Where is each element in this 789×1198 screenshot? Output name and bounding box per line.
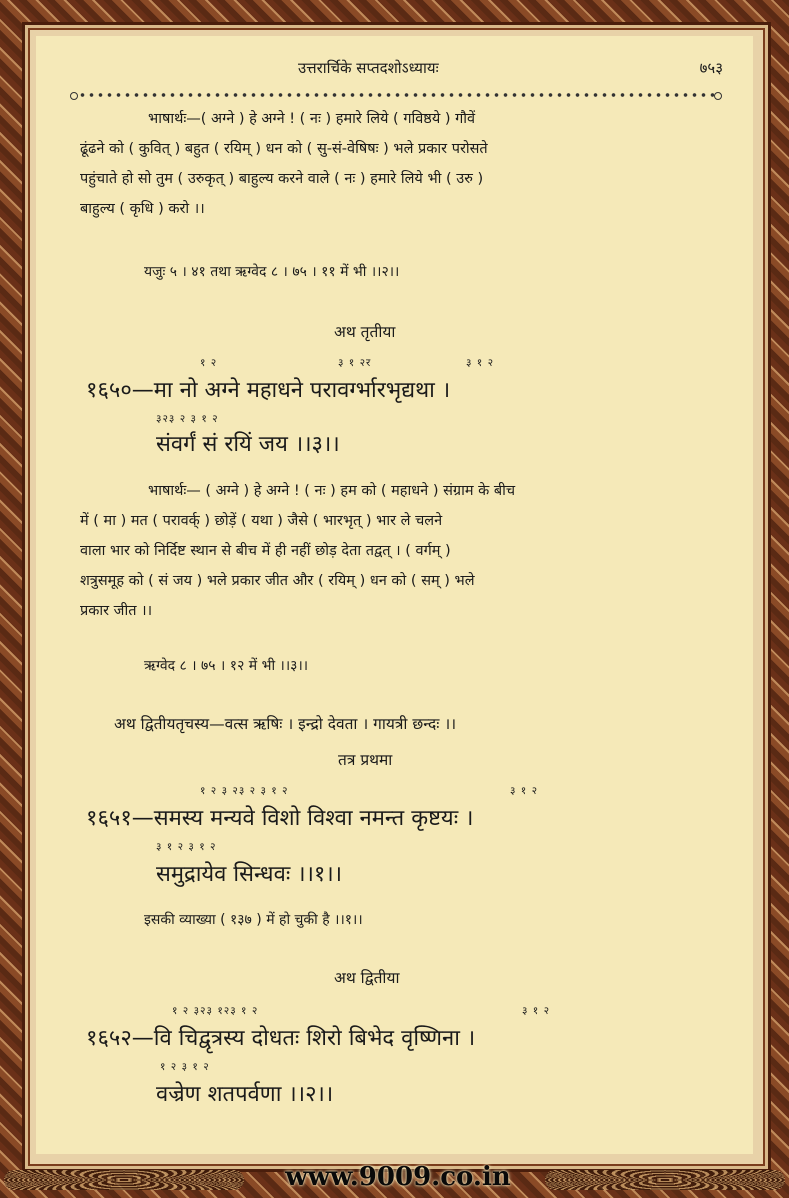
section-heading-dvitiya: अथ द्वितीया bbox=[334, 969, 400, 987]
verse-accent-marks: १ २ ३२३ १२३ १ २ bbox=[172, 1005, 259, 1017]
section-heading-dvitiya-trich: अथ द्वितीयतृचस्य—वत्स ऋषिः । इन्द्रो देवता । गायत्री छन्दः ।। bbox=[114, 715, 457, 733]
footer-ornament-right bbox=[545, 1170, 785, 1190]
verse-accent-marks: १ २ ३ १ २ bbox=[160, 1061, 210, 1073]
reference-note-1: यजुः ५ । ४१ तथा ऋग्वेद ८ । ७५ । ११ में भी ।।२।। bbox=[144, 264, 400, 280]
page-number: ७५३ bbox=[699, 59, 723, 77]
section-heading-tritiya: अथ तृतीया bbox=[334, 323, 396, 341]
text-line: में ( मा ) मत ( परावर्क् ) छोड़ें ( यथा ) जैसे ( भारभृत् ) भार ले चलने bbox=[80, 513, 443, 529]
translation-paragraph-1 bbox=[80, 104, 710, 224]
text-line: भाषार्थः—( अग्ने ) हे अग्ने ! ( नः ) हमारे लिये ( गविष्ठये ) गौवें bbox=[148, 111, 476, 127]
page-header bbox=[36, 56, 753, 80]
verse-1650-line-1: १६५०—मा नो अग्ने महाधने परावर्ग्भारभृद्यथा । bbox=[86, 378, 451, 403]
verse-1651-line-1: १६५१—समस्य मन्यवे विशो विश्वा नमन्त कृष्टयः । bbox=[86, 806, 474, 831]
verse-1652-line-1: १६५२—वि चिद्वृत्रस्य दोधतः शिरो बिभेद वृष्णिना । bbox=[86, 1026, 476, 1051]
website-url[interactable]: www.9009.co.in bbox=[285, 1162, 511, 1192]
reference-note-3: इसकी व्याख्या ( १३७ ) में हो चुकी है ।।१।। bbox=[144, 912, 363, 928]
verse-accent-marks: ३ १ २ bbox=[466, 357, 495, 369]
translation-paragraph-2 bbox=[80, 476, 710, 626]
subheading-prathama: तत्र प्रथमा bbox=[338, 751, 393, 769]
reference-note-2: ऋग्वेद ८ । ७५ । १२ में भी ।।३।। bbox=[144, 658, 309, 674]
verse-accent-marks: ३ १ २र bbox=[338, 357, 372, 369]
verse-accent-marks: ३२३ २ ३ १ २ bbox=[156, 413, 219, 425]
verse-accent-marks: ३ १ २ ३ १ २ bbox=[156, 841, 217, 853]
running-title: उत्तरार्चिके सप्तदशोऽध्यायः bbox=[298, 59, 439, 77]
verse-accent-marks: १ २ ३ २३ २ ३ १ २ bbox=[200, 785, 289, 797]
verse-accent-marks: ३ १ २ bbox=[522, 1005, 551, 1017]
text-line: वाला भार को निर्दिष्ट स्थान से बीच में ही नहीं छोड़ देता तद्वत् । ( वर्गम् ) bbox=[80, 543, 451, 559]
verse-1651-line-2: समुद्रायेव सिन्धवः ।।१।। bbox=[156, 862, 343, 887]
text-line: भाषार्थः— ( अग्ने ) हे अग्ने ! ( नः ) हम को ( महाधने ) संग्राम के बीच bbox=[148, 483, 516, 499]
verse-accent-marks: १ २ bbox=[200, 357, 218, 369]
text-line: बाहुल्य ( कृधि ) करो ।। bbox=[80, 201, 205, 217]
document-page bbox=[36, 36, 753, 1154]
verse-1652-line-2: वज्रेण शतपर्वणा ।।२।। bbox=[156, 1082, 334, 1107]
text-line: ढूंढने को ( कुवित् ) बहुत ( रयिम् ) धन को ( सु-सं-वेषिषः ) भले प्रकार परोसते bbox=[80, 141, 488, 157]
header-divider bbox=[78, 90, 714, 100]
text-line: पहुंचाते हो सो तुम ( उरुकृत् ) बाहुल्य करने वाले ( नः ) हमारे लिये भी ( उरु ) bbox=[80, 171, 484, 187]
verse-accent-marks: ३ १ २ bbox=[510, 785, 539, 797]
text-line: शत्रुसमूह को ( सं जय ) भले प्रकार जीत और ( रयिम् ) धन को ( सम् ) भले bbox=[80, 573, 475, 589]
text-line: प्रकार जीत ।। bbox=[80, 603, 153, 619]
footer-bar bbox=[0, 1162, 789, 1198]
verse-1650-line-2: संवर्गं सं रयिं जय ।।३।। bbox=[156, 432, 340, 457]
footer-ornament-left bbox=[4, 1170, 244, 1190]
